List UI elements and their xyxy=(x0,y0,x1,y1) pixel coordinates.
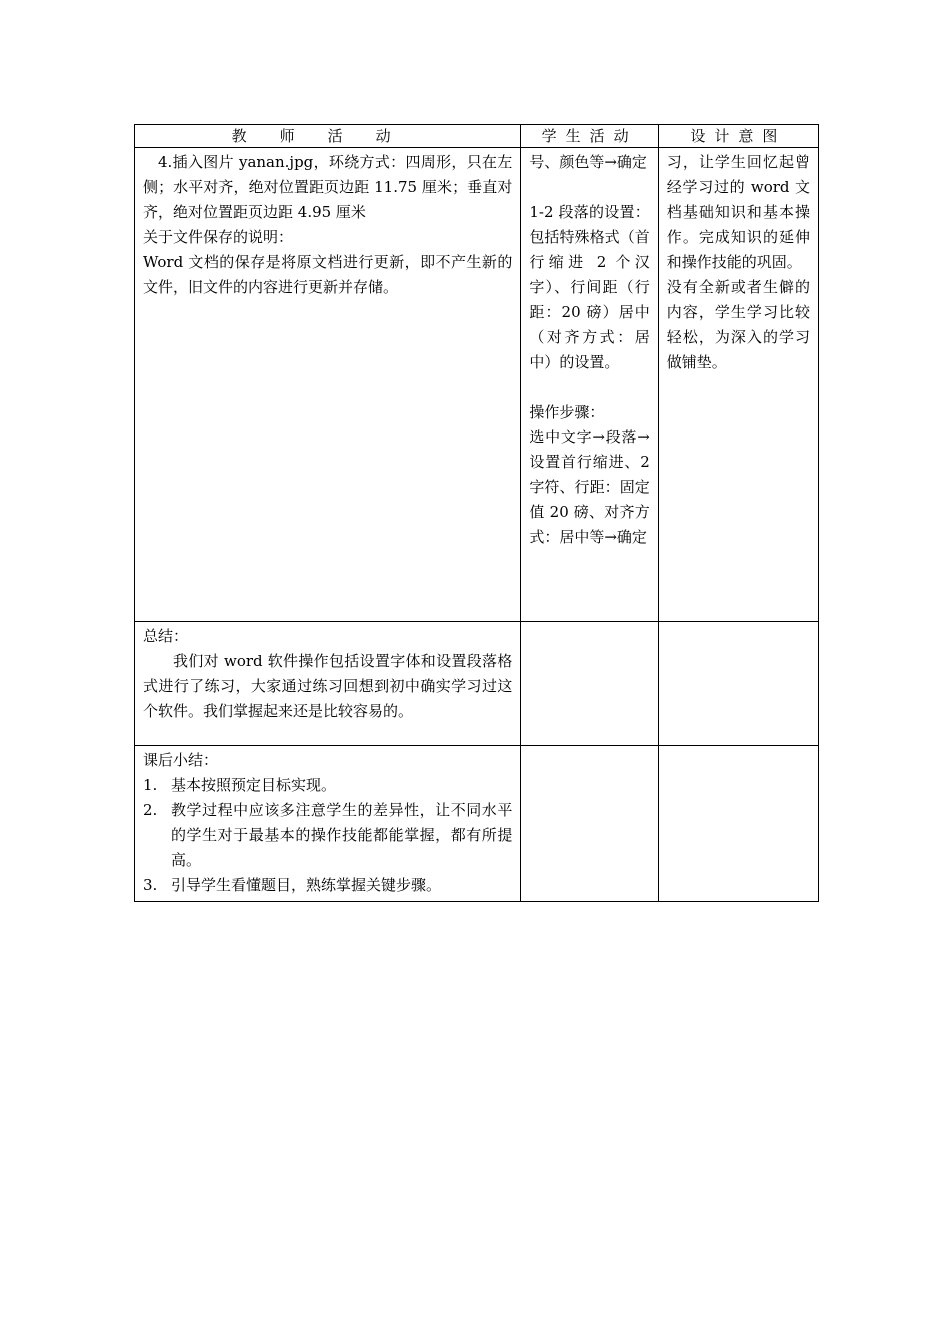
list-item-number: 3. xyxy=(143,876,158,894)
list-item xyxy=(143,773,512,798)
list-item-text: 基本按照预定目标实现。 xyxy=(171,776,337,794)
header-student-label: 学生活动 xyxy=(541,127,638,145)
table-row xyxy=(135,622,819,746)
lesson-plan-table xyxy=(134,124,819,902)
spacer xyxy=(529,175,649,200)
header-teacher-activity xyxy=(135,125,521,148)
list-item xyxy=(143,873,512,898)
list-item-number: 1. xyxy=(143,776,158,794)
after-class-summary-title: 课后小结： xyxy=(143,751,219,769)
header-row xyxy=(135,125,819,148)
paragraph-settings-text: 1-2 段落的设置：包括特殊格式（首行缩进 2 个汉字）、行间距（行距：20 磅）居中（对齐方式：居中）的设置。 xyxy=(529,203,650,371)
table-row xyxy=(135,148,819,622)
header-design-intent xyxy=(658,125,818,148)
list-item-text: 引导学生看懂题目，熟练掌握关键步骤。 xyxy=(171,876,442,894)
student-step-confirm: 号、颜色等→确定 xyxy=(529,153,647,171)
summary-cell xyxy=(135,622,521,746)
empty-cell xyxy=(521,746,658,902)
student-activity-cell xyxy=(521,148,658,622)
design-intent-text-2: 没有全新或者生僻的内容，学生学习比较轻松，为深入的学习做铺垫。 xyxy=(666,278,810,371)
file-save-description: Word 文档的保存是将原文档进行更新，即不产生新的文件，旧文件的内容进行更新并存储。 xyxy=(143,253,513,296)
list-item-text: 教学过程中应该多注意学生的差异性，让不同水平的学生对于最基本的操作技能都能掌握，都有所提高。 xyxy=(171,801,513,869)
teacher-activity-cell xyxy=(135,148,521,622)
design-intent-text-1: 习，让学生回忆起曾经学习过的 word 文档基础知识和基本操作。完成知识的延伸和操作技能的巩固。 xyxy=(666,153,810,271)
after-class-summary-cell xyxy=(135,746,521,902)
header-design-label: 设计意图 xyxy=(690,127,787,145)
insert-picture-instruction: 4.插入图片 yanan.jpg，环绕方式：四周形，只在左侧；水平对齐，绝对位置距页边距 11.75 厘米；垂直对齐，绝对位置距页边距 4.95 厘米 xyxy=(143,153,513,221)
list-item xyxy=(143,798,512,873)
summary-body: 我们对 word 软件操作包括设置字体和设置段落格式进行了练习，大家通过练习回想到初中确实学习过这个软件。我们掌握起来还是比较容易的。 xyxy=(143,652,513,720)
empty-cell xyxy=(658,746,818,902)
file-save-heading: 关于文件保存的说明： xyxy=(143,228,294,246)
after-class-summary-list xyxy=(143,773,512,898)
header-student-activity xyxy=(521,125,658,148)
operation-steps-title: 操作步骤： xyxy=(529,403,605,421)
spacer xyxy=(529,375,649,400)
empty-cell xyxy=(658,622,818,746)
operation-steps-body: 选中文字→段落→设置首行缩进、2 字符、行距：固定值 20 磅、对齐方式：居中等→确定 xyxy=(529,428,650,546)
table-row xyxy=(135,746,819,902)
list-item-number: 2. xyxy=(143,801,158,819)
summary-title: 总结： xyxy=(143,627,189,645)
empty-cell xyxy=(521,622,658,746)
header-teacher-label: 教师活动 xyxy=(231,127,424,145)
design-intent-cell xyxy=(658,148,818,622)
